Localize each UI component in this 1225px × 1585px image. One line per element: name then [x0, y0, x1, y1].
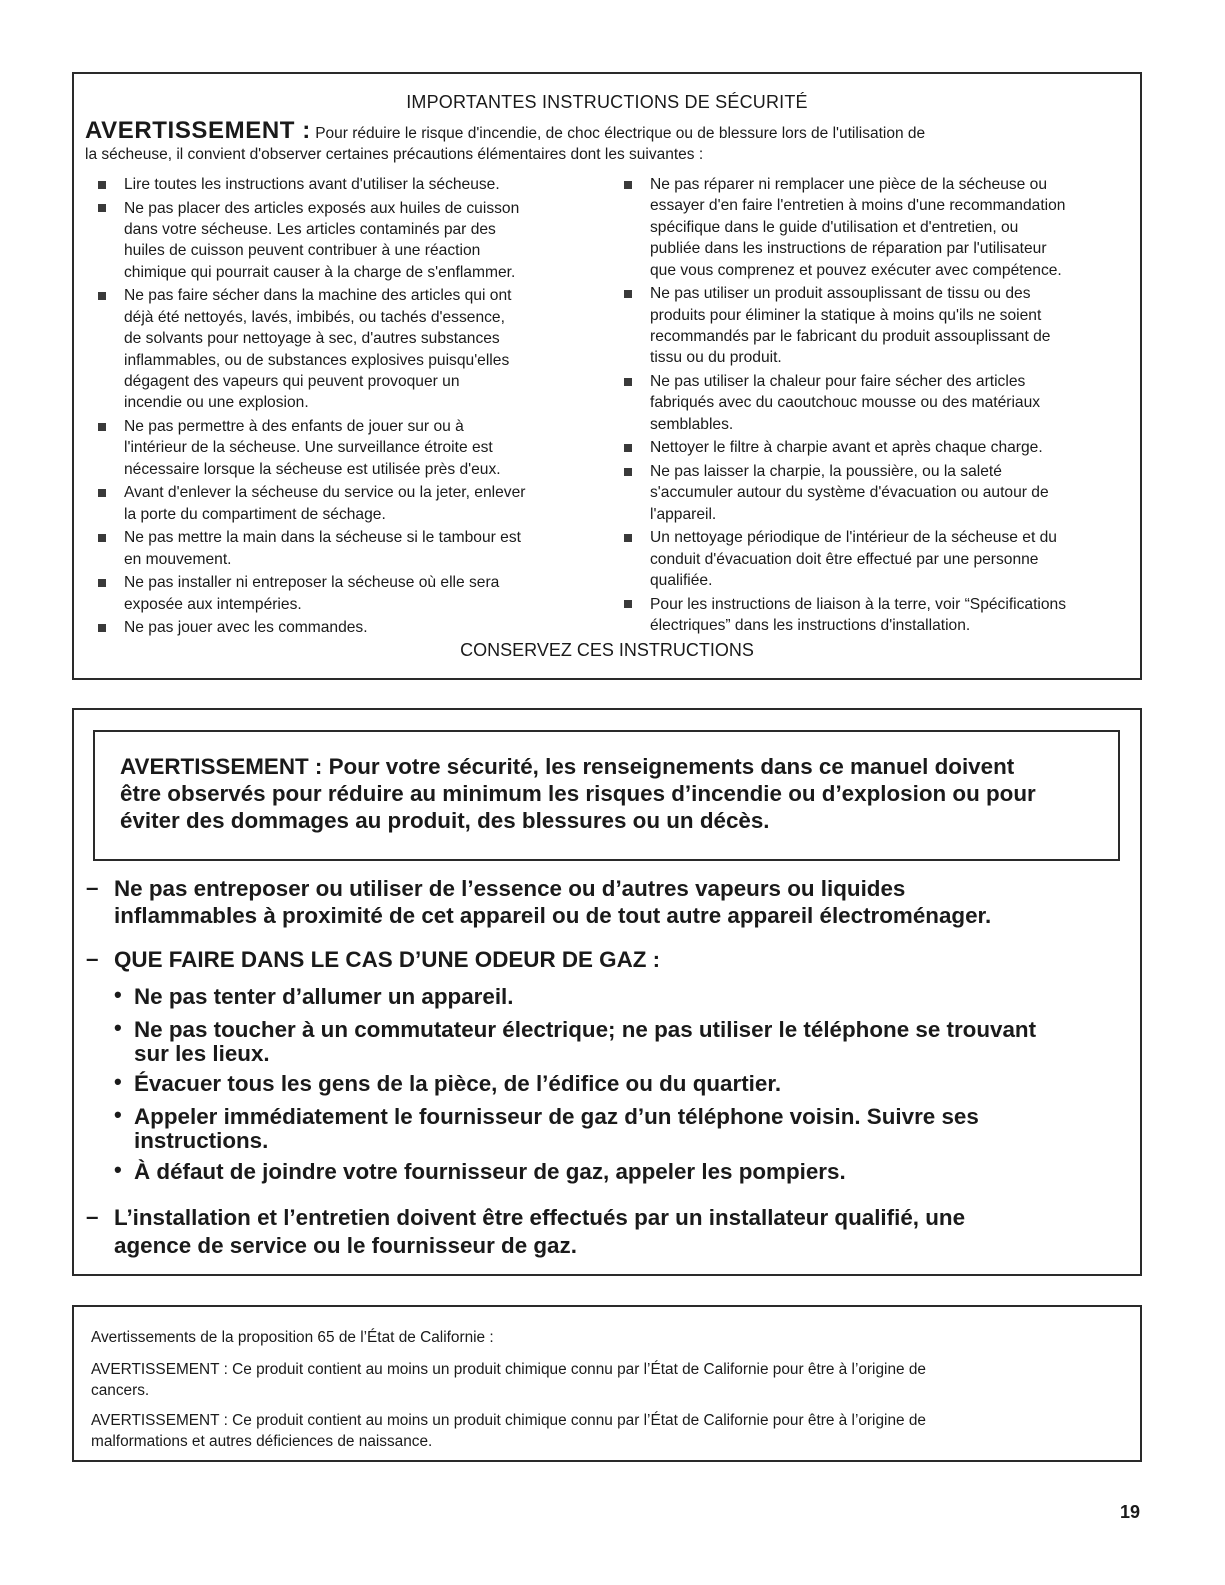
instruction-item — [610, 527, 1130, 591]
square-bullet-icon — [624, 444, 632, 452]
gas-sub-4-line-1: Appeler immédiatement le fournisseur de gaz d’un téléphone voisin. Suivre ses — [134, 1104, 979, 1129]
instruction-line: produits pour éliminer la statique à moins qu'ils ne soient — [650, 306, 1042, 324]
instruction-line: en mouvement. — [124, 550, 232, 568]
gas-item-3-line-1: L’installation et l’entretien doivent être effectués par un installateur qualifié, une — [114, 1205, 966, 1230]
instruction-line: huiles de cuisson peuvent contribuer à une réaction — [124, 242, 481, 260]
square-bullet-icon — [624, 290, 632, 298]
instruction-line: l'intérieur de la sécheuse. Une surveillance étroite est — [124, 439, 493, 457]
instruction-line: Lire toutes les instructions avant d'utiliser la sécheuse. — [124, 176, 500, 193]
prop65-warning-2 — [91, 1410, 1110, 1452]
instruction-line: Ne pas utiliser un produit assouplissant de tissu ou des — [650, 285, 1031, 303]
square-bullet-icon — [98, 423, 106, 431]
instruction-line: Ne pas laisser la charpie, la poussière, ou la saleté — [650, 463, 1002, 481]
instruction-line: Ne pas permettre à des enfants de jouer sur ou à — [124, 418, 464, 436]
instruction-line: tissu ou du produit. — [650, 349, 782, 367]
instruction-line: dans votre sécheuse. Les articles contaminés par des — [124, 221, 496, 238]
instruction-line: dégagent des vapeurs qui peuvent provoquer un — [124, 373, 460, 391]
instruction-line: Ne pas placer des articles exposés aux huiles de cuisson — [124, 199, 520, 217]
square-bullet-icon — [624, 600, 632, 608]
gas-sub-5: À défaut de joindre votre fournisseur de gaz, appeler les pompiers. — [134, 1159, 846, 1184]
instruction-line: Ne pas utiliser la chaleur pour faire sécher des articles — [650, 373, 1026, 391]
safety-instructions-box — [72, 72, 1142, 680]
safety-heading: IMPORTANTES INSTRUCTIONS DE SÉCURITÉ — [406, 92, 808, 112]
instruction-item — [84, 572, 614, 615]
square-bullet-icon — [98, 204, 106, 212]
instruction-line: spécifique dans le guide d'utilisation et d'entretien, ou — [650, 218, 1019, 236]
prop65-warning-2-line-2: malformations et autres déficiences de naissance. — [91, 1433, 433, 1450]
instruction-item — [610, 174, 1130, 281]
instruction-line: qualifiée. — [650, 572, 713, 590]
instruction-line: la porte du compartiment de séchage. — [124, 505, 386, 523]
prop65-warning-2-line-1: AVERTISSEMENT : Ce produit contient au moins un produit chimique connu par l’État de Californie pour être à l’origine de — [91, 1412, 926, 1429]
instruction-line: inflammables, ou de substances explosives puisqu'elles — [124, 351, 510, 369]
gas-item-1-line-1: Ne pas entreposer ou utiliser de l’essence ou d’autres vapeurs ou liquides — [114, 876, 906, 901]
instruction-item — [610, 594, 1130, 637]
instruction-item — [84, 416, 614, 480]
instruction-line: incendie ou une explosion. — [124, 394, 309, 412]
instruction-line: Ne pas réparer ni remplacer une pièce de la sécheuse ou — [650, 176, 1048, 193]
gas-sub-2-line-1: Ne pas toucher à un commutateur électrique; ne pas utiliser le téléphone se trouvant — [134, 1017, 1037, 1042]
square-bullet-icon — [624, 534, 632, 542]
instruction-line: de solvants pour nettoyage à sec, d'autres substances — [124, 330, 500, 348]
right-instruction-list — [610, 174, 1130, 639]
instruction-item — [84, 285, 614, 413]
instruction-item — [84, 482, 614, 525]
bullet-marker: • — [114, 1015, 122, 1040]
gas-sub-3: Évacuer tous les gens de la pièce, de l’édifice ou du quartier. — [134, 1071, 782, 1096]
instruction-line: recommandés par le fabricant du produit assouplissant de — [650, 328, 1051, 346]
instruction-item — [610, 371, 1130, 435]
square-bullet-icon — [98, 489, 106, 497]
bullet-marker: • — [114, 1069, 122, 1094]
gas-intro-line-1: AVERTISSEMENT : Pour votre sécurité, les renseignements dans ce manuel doivent — [120, 754, 1015, 779]
prop65-box — [72, 1305, 1142, 1462]
gas-intro-line-3: éviter des dommages au produit, des blessures ou un décès. — [120, 808, 770, 833]
gas-warning-box — [72, 708, 1142, 1276]
instruction-line: publiée dans les instructions de réparation par l'utilisateur — [650, 240, 1047, 258]
instruction-line: déjà été nettoyés, lavés, imbibés, ou tachés d'essence, — [124, 308, 505, 326]
gas-item-3-line-2: agence de service ou le fournisseur de gaz. — [114, 1233, 577, 1258]
instruction-line: Ne pas faire sécher dans la machine des articles qui ont — [124, 287, 512, 305]
prop65-warning-1-line-1: AVERTISSEMENT : Ce produit contient au moins un produit chimique connu par l’État de Californie pour être à l’origine de — [91, 1361, 926, 1378]
bullet-marker: • — [114, 1157, 122, 1182]
instruction-line: exposée aux intempéries. — [124, 595, 302, 613]
square-bullet-icon — [98, 181, 106, 189]
gas-warning-inner-box — [93, 730, 1120, 861]
instruction-line: Ne pas installer ni entreposer la sécheuse où elle sera — [124, 574, 500, 592]
square-bullet-icon — [98, 624, 106, 632]
instruction-line: conduit d'évacuation doit être effectué par une personne — [650, 550, 1039, 568]
dash-marker: – — [86, 1204, 99, 1229]
warning-word: AVERTISSEMENT : — [85, 117, 311, 144]
square-bullet-icon — [98, 579, 106, 587]
bullet-marker: • — [114, 982, 122, 1007]
instruction-item — [84, 198, 614, 284]
square-bullet-icon — [98, 292, 106, 300]
instruction-line: s'accumuler autour du système d'évacuation ou autour de — [650, 484, 1049, 502]
instruction-line: l'appareil. — [650, 505, 717, 523]
instruction-line: Avant d'enlever la sécheuse du service ou la jeter, enlever — [124, 484, 526, 502]
bullet-marker: • — [114, 1102, 122, 1127]
instruction-line: chimique qui pourrait causer à la charge de s'enflammer. — [124, 263, 516, 281]
instruction-item — [610, 283, 1130, 369]
dash-marker: – — [86, 875, 99, 900]
square-bullet-icon — [624, 468, 632, 476]
instruction-item — [610, 437, 1130, 458]
instruction-line: Un nettoyage périodique de l'intérieur de la sécheuse et du — [650, 529, 1057, 547]
instruction-item — [84, 617, 614, 638]
instruction-line: semblables. — [650, 415, 734, 433]
instruction-item — [610, 461, 1130, 525]
instruction-line: essayer d'en faire l'entretien à moins d'une recommandation — [650, 197, 1066, 215]
square-bullet-icon — [624, 378, 632, 386]
instruction-line: nécessaire lorsque la sécheuse est utilisée près d'eux. — [124, 460, 501, 478]
gas-item-2: QUE FAIRE DANS LE CAS D’UNE ODEUR DE GAZ : — [114, 947, 661, 972]
instruction-line: Pour les instructions de liaison à la terre, voir “Spécifications — [650, 595, 1067, 613]
intro-line-1: Pour réduire le risque d'incendie, de choc électrique ou de blessure lors de l'utilisation de — [315, 125, 926, 142]
safety-footer: CONSERVEZ CES INSTRUCTIONS — [460, 640, 754, 660]
prop65-warning-1 — [91, 1359, 1110, 1401]
prop65-warning-1-line-2: cancers. — [91, 1382, 150, 1399]
prop65-title: Avertissements de la proposition 65 de l’État de Californie : — [91, 1329, 494, 1346]
instruction-line: Ne pas mettre la main dans la sécheuse si le tambour est — [124, 529, 521, 547]
gas-warning-intro — [120, 753, 1094, 834]
dash-marker: – — [86, 946, 99, 971]
gas-sub-2-line-2: sur les lieux. — [134, 1041, 270, 1066]
page-number: 19 — [1120, 1502, 1141, 1522]
instruction-line: que vous comprenez et pouvez exécuter avec compétence. — [650, 261, 1062, 279]
gas-intro-line-2: être observés pour réduire au minimum les risques d’incendie ou d’explosion ou pour — [120, 781, 1036, 806]
instruction-item — [84, 527, 614, 570]
safety-intro — [85, 117, 1120, 165]
instruction-line: électriques” dans les instructions d'installation. — [650, 617, 971, 635]
gas-sub-4-line-2: instructions. — [134, 1128, 269, 1153]
square-bullet-icon — [624, 181, 632, 189]
instruction-item — [84, 174, 614, 195]
instruction-line: Ne pas jouer avec les commandes. — [124, 619, 368, 637]
instruction-line: fabriqués avec du caoutchouc mousse ou des matériaux — [650, 394, 1041, 412]
square-bullet-icon — [98, 534, 106, 542]
gas-sub-1: Ne pas tenter d’allumer un appareil. — [134, 984, 514, 1009]
gas-item-1-line-2: inflammables à proximité de cet appareil ou de tout autre appareil électroménager. — [114, 903, 992, 928]
left-instruction-list — [84, 174, 614, 641]
intro-line-2: la sécheuse, il convient d'observer certaines précautions élémentaires dont les suivantes : — [85, 146, 704, 163]
instruction-line: Nettoyer le filtre à charpie avant et après chaque charge. — [650, 439, 1043, 457]
